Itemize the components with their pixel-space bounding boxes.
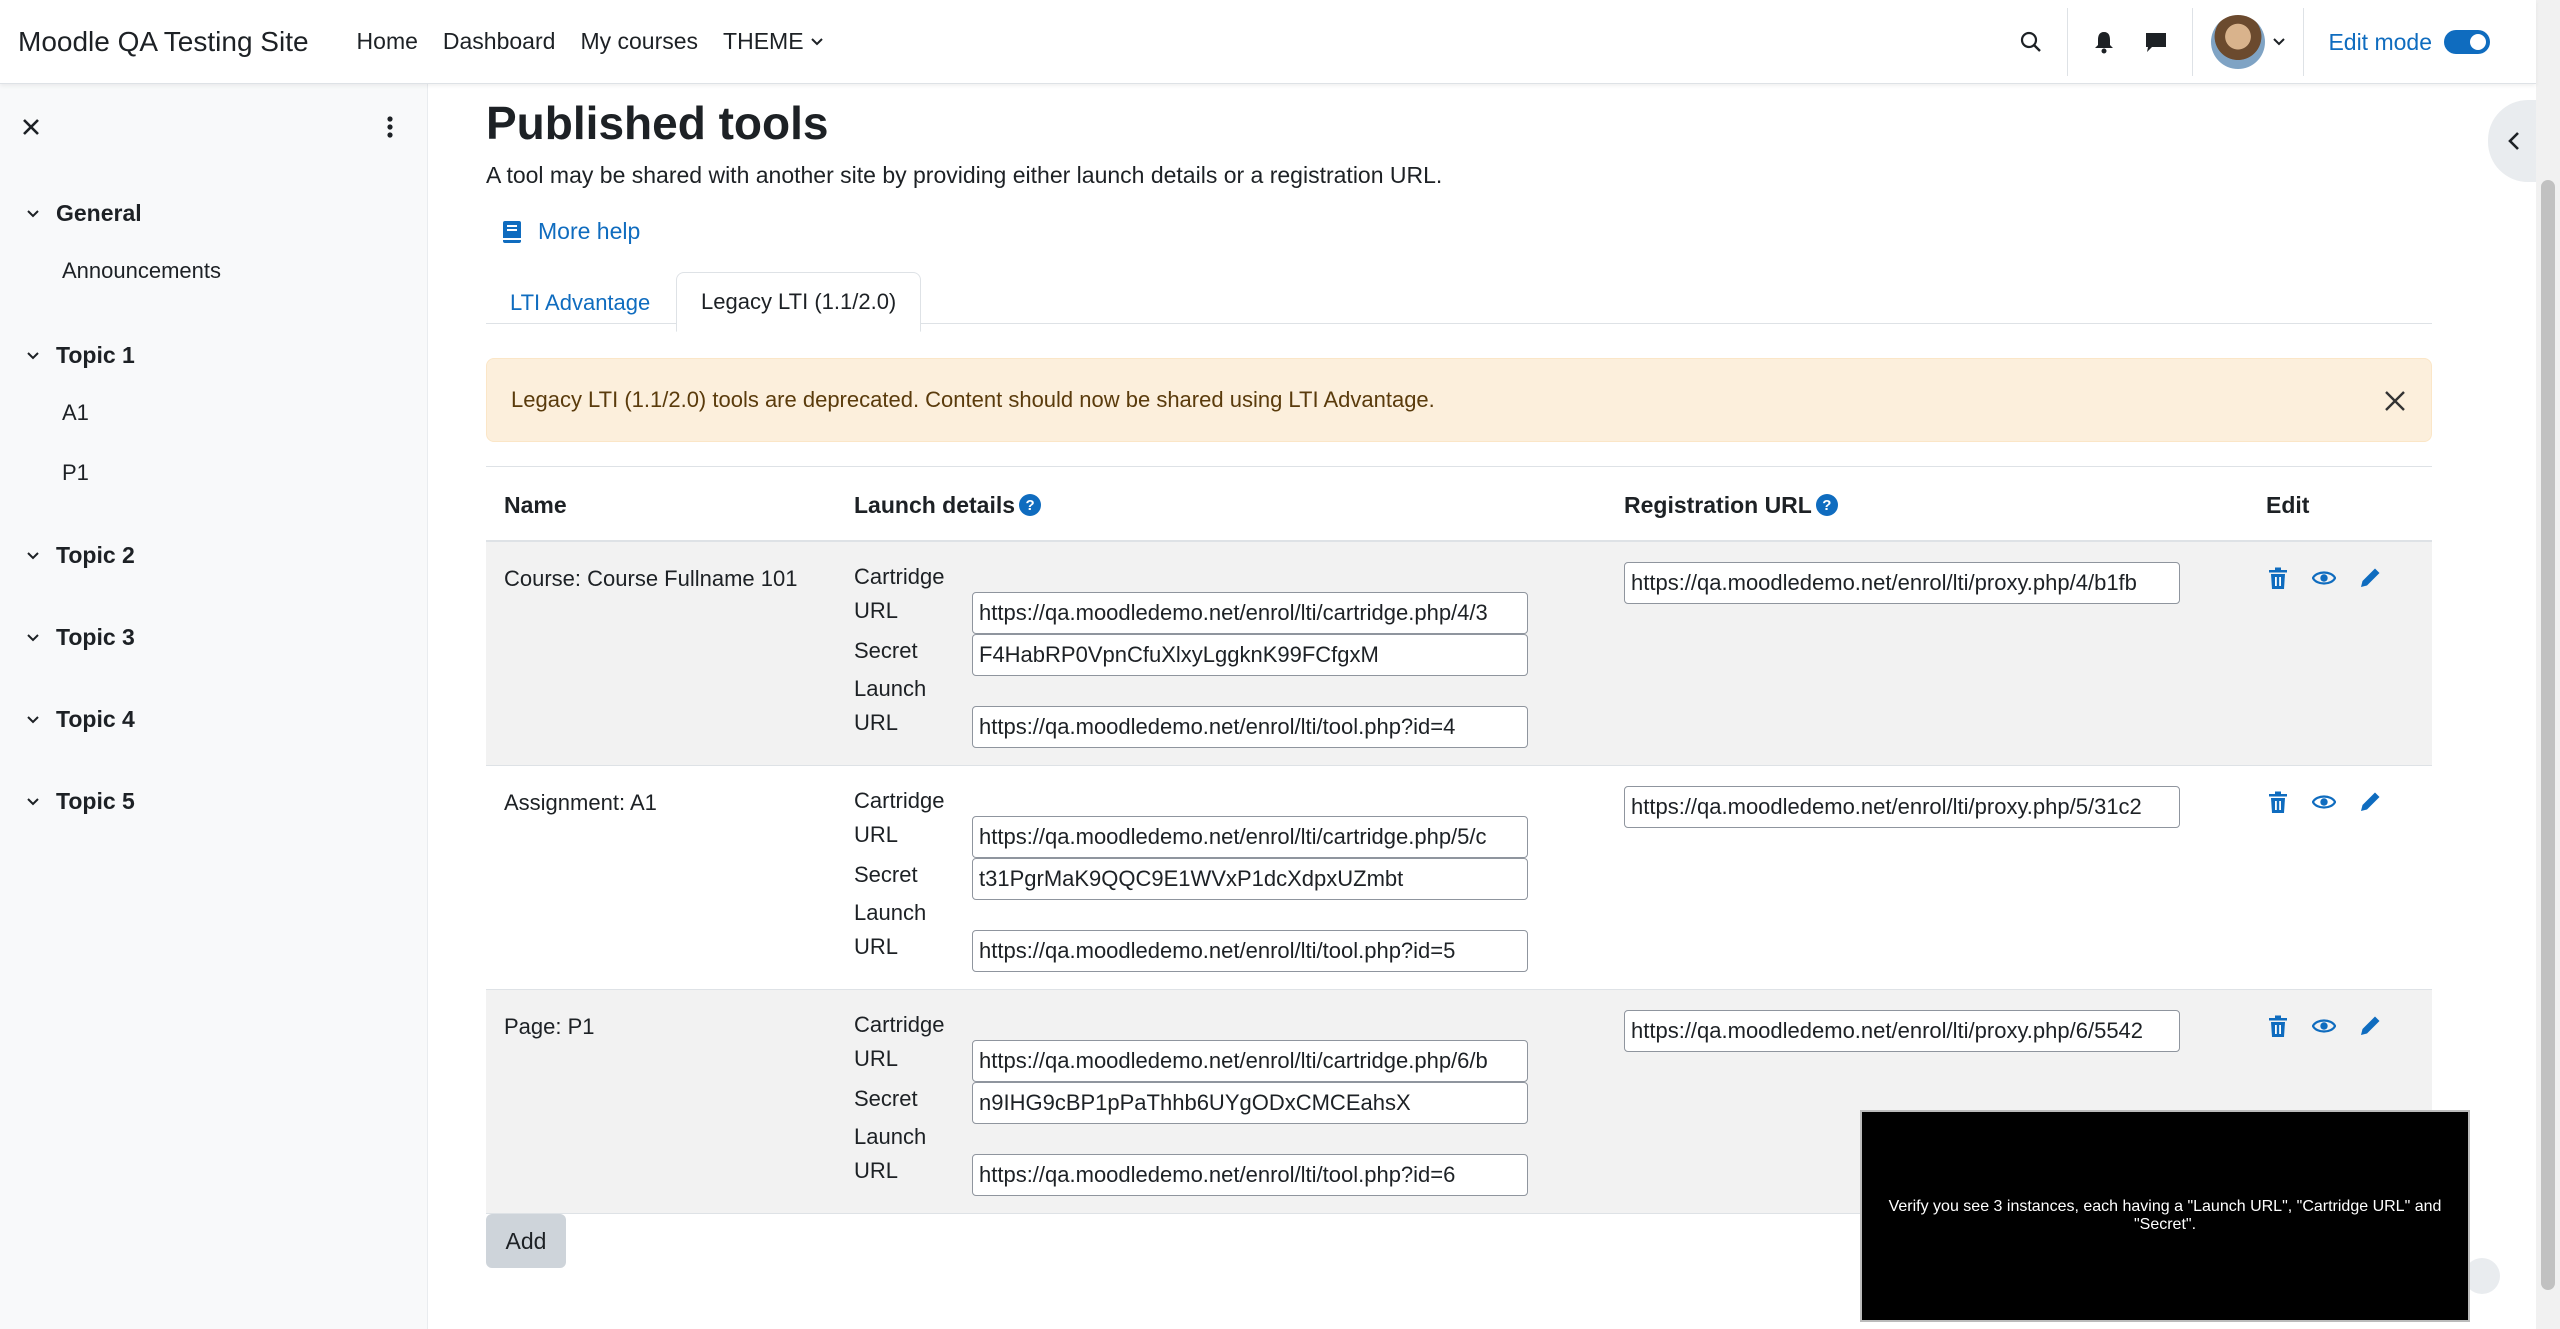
tab-lti-advantage[interactable]: LTI Advantage xyxy=(510,290,651,315)
published-tools-table xyxy=(486,466,2432,1214)
nav-home[interactable]: Home xyxy=(356,28,418,54)
close-icon[interactable] xyxy=(2381,387,2409,415)
close-icon[interactable] xyxy=(18,114,44,140)
launch-url-label: Launch URL xyxy=(854,900,927,959)
chevron-down-icon xyxy=(26,631,40,645)
page-description: A tool may be shared with another site by providing either launch details or a registration URL. xyxy=(486,162,1443,188)
section-title: Topic 4 xyxy=(56,706,135,732)
deprecation-alert xyxy=(486,358,2432,442)
chevron-down-icon xyxy=(26,549,40,563)
launch-url-label: Launch URL xyxy=(854,676,927,735)
scrollbar-thumb[interactable] xyxy=(2541,180,2555,1290)
activity-announcements[interactable]: Announcements xyxy=(62,258,221,283)
chevron-down-icon xyxy=(26,349,40,363)
chevron-left-icon xyxy=(2506,131,2522,151)
table-row xyxy=(486,542,2432,766)
secret-label: Secret xyxy=(854,1086,918,1111)
nav-theme-menu[interactable] xyxy=(723,28,824,55)
secret-label: Secret xyxy=(854,638,918,663)
section-general[interactable] xyxy=(26,200,142,227)
user-menu-chevron-down-icon[interactable] xyxy=(2265,16,2293,68)
trash-icon[interactable] xyxy=(2266,790,2290,814)
navbar-divider xyxy=(2192,8,2193,76)
messages-chat-icon[interactable] xyxy=(2130,16,2182,68)
secret-field[interactable]: F4HabRP0VpnCfuXlxyLggknK99FCfgxM xyxy=(972,634,1528,676)
trash-icon[interactable] xyxy=(2266,566,2290,590)
section-topic-4[interactable] xyxy=(26,706,135,733)
pencil-icon[interactable] xyxy=(2358,566,2382,590)
cartridge-url-field[interactable]: https://qa.moodledemo.net/enrol/lti/cartridge.php/4/3 xyxy=(972,592,1528,634)
cartridge-label: Cartridge URL xyxy=(854,1012,945,1071)
alert-message: Legacy LTI (1.1/2.0) tools are deprecated. Content should now be shared using LTI Advantage. xyxy=(511,387,1435,412)
chevron-down-icon xyxy=(810,35,824,49)
row-actions xyxy=(2266,566,2382,590)
header-name: Name xyxy=(504,491,567,518)
registration-url-field[interactable]: https://qa.moodledemo.net/enrol/lti/proxy.php/4/b1fb xyxy=(1624,562,2180,604)
table-header xyxy=(486,466,2432,542)
help-icon[interactable]: ? xyxy=(1019,494,1041,516)
chevron-down-icon xyxy=(26,207,40,221)
cartridge-label: Cartridge URL xyxy=(854,564,945,623)
tool-name: Page: P1 xyxy=(504,1014,595,1039)
test-instruction-overlay xyxy=(1860,1110,2470,1322)
eye-icon[interactable] xyxy=(2312,790,2336,814)
secret-field[interactable]: n9IHG9cBP1pPaThhb6UYgODxCMCEahsX xyxy=(972,1082,1528,1124)
tab-legacy-lti[interactable]: Legacy LTI (1.1/2.0) xyxy=(676,272,921,332)
cartridge-url-field[interactable]: https://qa.moodledemo.net/enrol/lti/cartridge.php/6/b xyxy=(972,1040,1528,1082)
registration-url-field[interactable]: https://qa.moodledemo.net/enrol/lti/proxy.php/5/31c2 xyxy=(1624,786,2180,828)
secret-field[interactable]: t31PgrMaK9QQC9E1WVxP1dcXdpxUZmbt xyxy=(972,858,1528,900)
book-icon xyxy=(502,220,522,244)
eye-icon[interactable] xyxy=(2312,1014,2336,1038)
navbar-divider xyxy=(2067,8,2068,76)
section-topic-3[interactable] xyxy=(26,624,135,651)
launch-url-field[interactable]: https://qa.moodledemo.net/enrol/lti/tool.php?id=5 xyxy=(972,930,1528,972)
header-launch-details: Launch details ? xyxy=(854,467,1041,543)
activity-p1[interactable]: P1 xyxy=(62,460,89,485)
row-actions xyxy=(2266,1014,2382,1038)
tool-name: Course: Course Fullname 101 xyxy=(504,566,798,591)
top-navbar xyxy=(0,0,2536,84)
activity-a1[interactable]: A1 xyxy=(62,400,89,425)
section-title: General xyxy=(56,200,142,226)
overlay-text: Verify you see 3 instances, each having a "Launch URL", "Cartridge URL" and "Secret". xyxy=(1888,1198,2442,1233)
launch-url-field[interactable]: https://qa.moodledemo.net/enrol/lti/tool.php?id=4 xyxy=(972,706,1528,748)
site-name[interactable]: Moodle QA Testing Site xyxy=(18,25,309,57)
trash-icon[interactable] xyxy=(2266,1014,2290,1038)
add-button[interactable]: Add xyxy=(486,1214,566,1268)
registration-url-field[interactable]: https://qa.moodledemo.net/enrol/lti/proxy.php/6/5542 xyxy=(1624,1010,2180,1052)
section-title: Topic 1 xyxy=(56,342,135,368)
chevron-down-icon xyxy=(26,795,40,809)
section-topic-5[interactable] xyxy=(26,788,135,815)
section-topic-1[interactable] xyxy=(26,342,135,369)
row-actions xyxy=(2266,790,2382,814)
notifications-bell-icon[interactable] xyxy=(2078,16,2130,68)
course-index-drawer xyxy=(0,84,428,1329)
section-topic-2[interactable] xyxy=(26,542,135,569)
launch-url-field[interactable]: https://qa.moodledemo.net/enrol/lti/tool.php?id=6 xyxy=(972,1154,1528,1196)
section-title: Topic 2 xyxy=(56,542,135,568)
nav-my-courses[interactable]: My courses xyxy=(580,28,699,54)
kebab-menu-icon[interactable] xyxy=(380,114,400,140)
header-edit: Edit xyxy=(2266,491,2310,518)
table-row xyxy=(486,766,2432,990)
section-title: Topic 3 xyxy=(56,624,135,650)
pencil-icon[interactable] xyxy=(2358,1014,2382,1038)
nav-theme-label: THEME xyxy=(723,28,804,54)
section-title: Topic 5 xyxy=(56,788,135,814)
tool-name: Assignment: A1 xyxy=(504,790,657,815)
pencil-icon[interactable] xyxy=(2358,790,2382,814)
secret-label: Secret xyxy=(854,862,918,887)
edit-mode-label[interactable]: Edit mode xyxy=(2328,28,2432,55)
page-title: Published tools xyxy=(486,97,829,149)
user-avatar[interactable] xyxy=(2211,15,2265,69)
more-help-label: More help xyxy=(538,218,641,244)
edit-mode-toggle[interactable] xyxy=(2444,30,2490,54)
eye-icon[interactable] xyxy=(2312,566,2336,590)
nav-dashboard[interactable]: Dashboard xyxy=(442,28,556,54)
tab-bar xyxy=(486,274,2432,324)
cartridge-label: Cartridge URL xyxy=(854,788,945,847)
header-registration-url: Registration URL ? xyxy=(1624,467,1838,543)
launch-url-label: Launch URL xyxy=(854,1124,927,1183)
search-icon[interactable] xyxy=(2005,16,2057,68)
chevron-down-icon xyxy=(26,713,40,727)
help-icon[interactable]: ? xyxy=(1816,494,1838,516)
more-help-link[interactable] xyxy=(502,218,640,245)
navbar-divider xyxy=(2303,8,2304,76)
cartridge-url-field[interactable]: https://qa.moodledemo.net/enrol/lti/cartridge.php/5/c xyxy=(972,816,1528,858)
